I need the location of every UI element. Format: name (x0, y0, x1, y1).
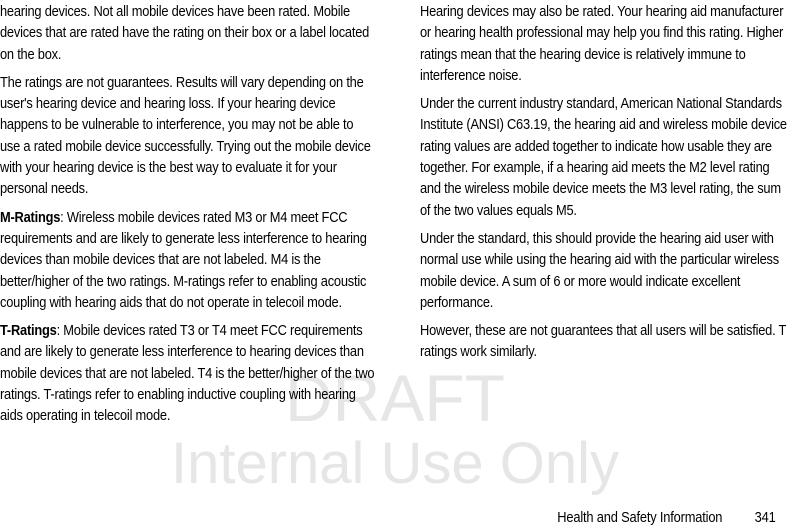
paragraph-ansi-standard: Under the current industry standard, American National Standards Institute (ANSI) C63.19, the hearing aid and wireless mobile device rating values are added together to indicate how usable they are together. For example, if a hearing aid meets the M2 level rating and the wireless mobile device meets the M3 level rating, the sum of the two values equals M5. (420, 96, 787, 219)
watermark-draft: DRAFT (285, 361, 505, 435)
paragraph-m-ratings (0, 208, 374, 314)
t-ratings-text: : Mobile devices rated T3 or T4 meet FCC requirements and are likely to generate less interference to hearing devices than mobile devices that are not labeled. T4 is the better/higher of the two ratings. T-ratings refer to enabling inductive coupling with hearing aids operating in telecoil mode. (0, 323, 375, 425)
paragraph-t-ratings (0, 321, 374, 427)
page-footer (558, 510, 776, 526)
t-ratings-label: T-Ratings (0, 323, 57, 340)
right-column (420, 2, 789, 371)
left-column (0, 2, 374, 435)
paragraph-no-guarantees: However, these are not guarantees that all users will be satisfied. T ratings work similarly. (420, 323, 786, 361)
page-number: 341 (755, 510, 776, 526)
paragraph-ratings-not-guaranteed: The ratings are not guarantees. Results will vary depending on the user's hearing device and hearing loss. If your hearing device happens to be vulnerable to interference, you may not be able to use a rated mobile device successfully. Trying out the mobile device with your hearing device is the best way to evaluate it for your personal needs. (0, 74, 371, 198)
paragraph-intro-continued: hearing devices. Not all mobile devices have been rated. Mobile devices that are rated have the rating on their box or a label located on the box. (0, 4, 370, 63)
m-ratings-text: : Wireless mobile devices rated M3 or M4 meet FCC requirements and are likely to generate less interference to hearing devices than mobile devices that are not labeled. M4 is the better/higher of the two ratings. M-ratings refer to enabling acoustic coupling with hearing aids that do not operate in telecoil mode. (0, 209, 367, 311)
watermark-internal-use: Internal Use Only (170, 431, 620, 496)
m-ratings-label: M-Ratings (0, 209, 61, 226)
footer-section-title: Health and Safety Information (557, 510, 723, 526)
paragraph-hearing-devices-rated: Hearing devices may also be rated. Your hearing aid manufacturer or hearing health professional may help you find this rating. Higher ratings mean that the hearing device is relatively immune to interference noise. (420, 4, 784, 84)
paragraph-standard-usage: Under the standard, this should provide the hearing aid user with normal use while using the hearing aid with the particular wireless mobile device. A sum of 6 or more would indicate excellent performance. (420, 230, 779, 311)
